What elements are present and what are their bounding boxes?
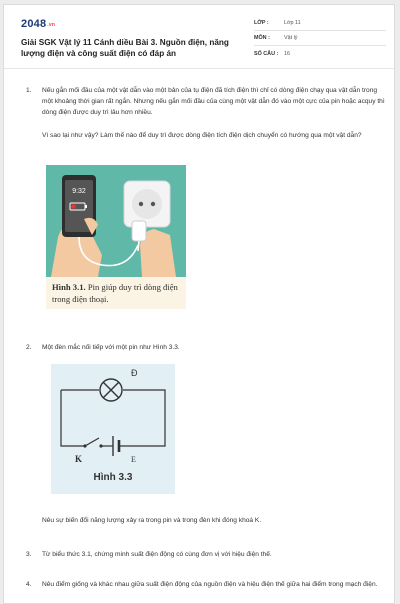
meta-key: MÔN : bbox=[254, 35, 270, 41]
meta-key: LỚP : bbox=[254, 20, 269, 26]
switch-icon bbox=[85, 438, 99, 446]
question-4 bbox=[26, 579, 388, 590]
question-number: 1. bbox=[26, 87, 32, 94]
question-text: Một đèn mắc nối tiếp với một pin như Hình 3.3. bbox=[42, 344, 180, 351]
figure-3-1-caption bbox=[52, 281, 182, 305]
caption-text: Pin giúp duy trì dòng điện trong điện thoại. bbox=[52, 282, 178, 304]
site-logo[interactable] bbox=[21, 18, 55, 30]
question-text: Nếu gắn mối đầu của một vật dẫn vào một bản của tụ điện đã tích điện thì chỉ có dòng điện chạy qua vật dẫn trong một khoảng thời gian rất ngắn. Nhưng nếu gắn mối đầu của cùng một vật dẫn đó vào một cực của pin hoặc acquy thì dòng điện được duy trì lâu hơn nhiều. bbox=[42, 87, 385, 116]
switch-label: K bbox=[75, 454, 83, 464]
document-page bbox=[3, 4, 395, 604]
phone-charging-icon bbox=[46, 165, 186, 277]
figure-3-1-illustration bbox=[46, 165, 186, 277]
caption-label: Hình 3.1. bbox=[52, 282, 86, 292]
phone-time: 9:32 bbox=[72, 188, 86, 195]
lamp-label: Đ bbox=[131, 368, 138, 378]
meta-row-class bbox=[254, 16, 386, 31]
meta-value: 16 bbox=[284, 50, 290, 57]
question-number: 2. bbox=[26, 344, 32, 351]
meta-table bbox=[254, 16, 386, 61]
question-number: 3. bbox=[26, 551, 32, 558]
meta-value: Lớp 11 bbox=[284, 20, 301, 26]
figure-3-1 bbox=[46, 165, 186, 309]
question-2-prompt: Nêu sự biến đổi năng lượng xảy ra trong pin và trong đèn khi đóng khoá K. bbox=[42, 517, 262, 524]
logo-text: 2048 bbox=[21, 18, 47, 30]
question-text: Từ biểu thức 3.1, chứng minh suất điện động có cùng đơn vị với hiệu điện thế. bbox=[42, 551, 272, 558]
question-number: 4. bbox=[26, 581, 32, 588]
question-text: Nêu điểm giống và khác nhau giữa suất điện động của nguồn điện và hiệu điện thế giữa hai điểm trong mạch điện. bbox=[42, 581, 378, 588]
meta-row-subject bbox=[254, 31, 386, 46]
meta-row-count bbox=[254, 46, 386, 61]
question-3 bbox=[26, 549, 388, 560]
question-1 bbox=[26, 85, 388, 118]
meta-value: Vật lý bbox=[284, 35, 298, 41]
document-title: Giải SGK Vật lý 11 Cánh diều Bài 3. Nguồn điện, năng lượng điện và công suất điện có đáp án bbox=[21, 38, 229, 58]
figure-3-3 bbox=[51, 364, 175, 494]
question-1-prompt: Vì sao lại như vậy? Làm thế nào để duy trì được dòng điện tích điện dịch chuyển có hướng qua một vật dẫn? bbox=[42, 132, 362, 139]
meta-key: SỐ CÂU : bbox=[254, 50, 279, 57]
figure-3-3-caption: Hình 3.3 bbox=[93, 472, 133, 483]
circuit-diagram bbox=[51, 364, 175, 470]
logo-suffix: .vn bbox=[47, 22, 56, 28]
battery-label: E bbox=[131, 455, 136, 464]
question-2 bbox=[26, 342, 388, 353]
document-header bbox=[4, 5, 394, 69]
